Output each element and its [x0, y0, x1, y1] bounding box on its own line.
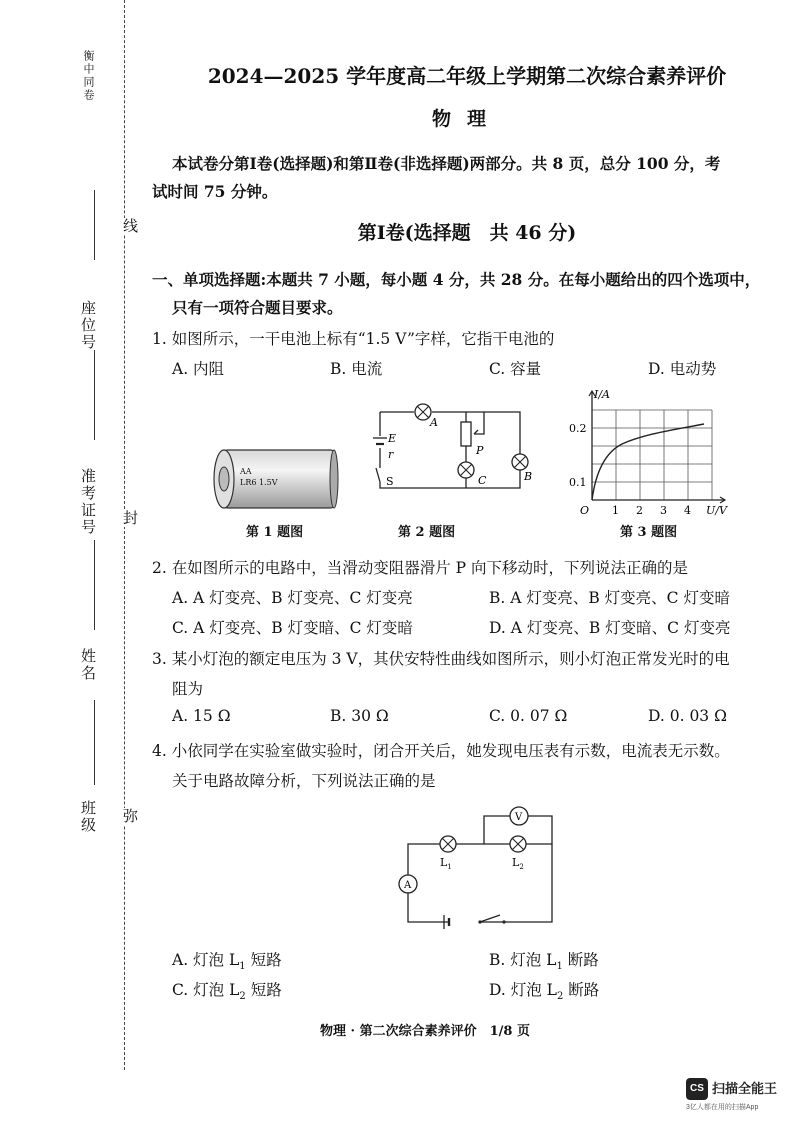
- fig3-x-tick-4: 4: [684, 504, 691, 517]
- q2-option-d: D. A 灯变亮、B 灯变暗、C 灯变亮: [489, 619, 731, 637]
- section-instruction-2: 只有一项符合题目要求。: [172, 298, 343, 317]
- q4-stem-line-1: 4. 小依同学在实验室做实验时，闭合开关后，她发现电压表有示数，电流表无示数。: [152, 742, 730, 760]
- margin-bind-char: 弥: [121, 808, 139, 825]
- fig3-x-tick-3: 3: [660, 504, 667, 517]
- fig4-circuit: [392, 796, 572, 936]
- q1-option-b: B. 电流: [330, 360, 383, 378]
- fig4-lamp2-label: $L_2$: [512, 856, 524, 871]
- fig1-caption: 第 1 题图: [246, 525, 304, 540]
- fig2-label-e: E: [388, 432, 397, 445]
- q3-option-b: B. 30 Ω: [330, 707, 389, 725]
- fig2-caption: 第 2 题图: [398, 525, 456, 540]
- margin-ticket-label: 准考证号: [79, 468, 97, 536]
- fig3-y-axis-label: I/A: [594, 388, 610, 401]
- q1-option-a: A. 内阻: [172, 360, 225, 378]
- margin-seat-label: 座位号: [79, 300, 97, 351]
- ticket-blank-line: [94, 350, 95, 440]
- q3-stem-line-2: 阻为: [172, 680, 204, 698]
- q4-stem-line-2: 关于电路故障分析，下列说法正确的是: [172, 772, 436, 790]
- fig3-origin: O: [580, 504, 590, 517]
- q2-option-c: C. A 灯变亮、B 灯变暗、C 灯变暗: [172, 619, 413, 637]
- fig3-y-tick-2: 0.2: [569, 422, 587, 435]
- q3-option-d: D. 0. 03 Ω: [648, 707, 727, 725]
- fig4-voltmeter-label: V: [515, 812, 523, 823]
- exam-title: 2024—2025 学年度高二年级上学期第二次综合素养评价: [207, 64, 727, 88]
- section-title: 第Ⅰ卷(选择题 共 46 分): [357, 222, 577, 244]
- margin-name-label: 姓名: [79, 648, 97, 682]
- margin-exam-label: 衡中同卷: [82, 50, 95, 102]
- fig3-iu-graph: [569, 380, 740, 518]
- fig3-x-axis-label: U/V: [706, 504, 727, 517]
- camscanner-name: 扫描全能王: [712, 1081, 778, 1096]
- margin-line-char: 线: [121, 218, 139, 235]
- fig2-circuit: [360, 396, 535, 522]
- fig4-lamp1-label: $L_1$: [440, 856, 452, 871]
- q2-option-a: A. A 灯变亮、B 灯变亮、C 灯变亮: [172, 589, 413, 607]
- fig2-label-c: C: [478, 474, 487, 487]
- q3-stem-line-1: 3. 某小灯泡的额定电压为 3 V，其伏安特性曲线如图所示，则小灯泡正常发光时的电: [152, 650, 730, 668]
- q1-option-d: D. 电动势: [648, 360, 717, 378]
- fig2-label-p: P: [476, 444, 484, 457]
- intro-line-1: 本试卷分第Ⅰ卷(选择题)和第Ⅱ卷(非选择题)两部分。共 8 页，总分 100 分，考: [172, 154, 721, 173]
- fig3-y-tick-1: 0.1: [569, 476, 587, 489]
- q1-stem: 1. 如图所示，一干电池上标有“1.5 V”字样，它指干电池的: [152, 330, 555, 348]
- seat-blank-line: [94, 190, 95, 260]
- battery-label-aa: AA: [240, 467, 252, 476]
- fig3-caption: 第 3 题图: [620, 525, 678, 540]
- q4-option-c: C. 灯泡 $L_2$ 短路: [172, 981, 282, 1003]
- q1-option-c: C. 容量: [489, 360, 542, 378]
- margin-seal-char: 封: [121, 510, 139, 527]
- intro-line-2: 试时间 75 分钟。: [152, 182, 278, 201]
- fig3-x-tick-1: 1: [612, 504, 619, 517]
- page-footer: 物理 · 第二次综合素养评价 1/8 页: [320, 1024, 530, 1039]
- q2-option-b: B. A 灯变亮、B 灯变亮、C 灯变暗: [489, 589, 730, 607]
- name-blank-line: [94, 540, 95, 630]
- fig1-battery: [208, 440, 348, 520]
- q2-stem: 2. 在如图所示的电路中，当滑动变阻器滑片 P 向下移动时，下列说法正确的是: [152, 559, 689, 577]
- class-blank-line: [94, 700, 95, 785]
- exam-subject: 物理: [431, 108, 502, 130]
- q3-option-a: A. 15 Ω: [172, 707, 231, 725]
- binding-dashed-line: [124, 0, 125, 1070]
- fig3-x-tick-2: 2: [636, 504, 643, 517]
- camscanner-tagline: 3亿人都在用的扫描App: [686, 1104, 759, 1111]
- fig2-label-a: A: [430, 416, 438, 429]
- q4-option-d: D. 灯泡 $L_2$ 断路: [489, 981, 600, 1003]
- section-instruction-1: 一、单项选择题:本题共 7 小题，每小题 4 分，共 28 分。在每小题给出的四个选项中，: [152, 270, 761, 289]
- camscanner-logo-icon: CS: [686, 1078, 708, 1100]
- q4-option-a: A. 灯泡 $L_1$ 短路: [172, 951, 282, 973]
- fig2-label-s: S: [386, 475, 394, 488]
- battery-label-lr6: LR6 1.5V: [240, 478, 278, 487]
- fig4-ammeter-label: A: [404, 880, 412, 891]
- q3-option-c: C. 0. 07 Ω: [489, 707, 568, 725]
- fig2-label-b: B: [524, 470, 533, 483]
- q4-option-b: B. 灯泡 $L_1$ 断路: [489, 951, 599, 973]
- margin-class-label: 班级: [79, 800, 97, 834]
- fig2-label-r: r: [388, 448, 394, 461]
